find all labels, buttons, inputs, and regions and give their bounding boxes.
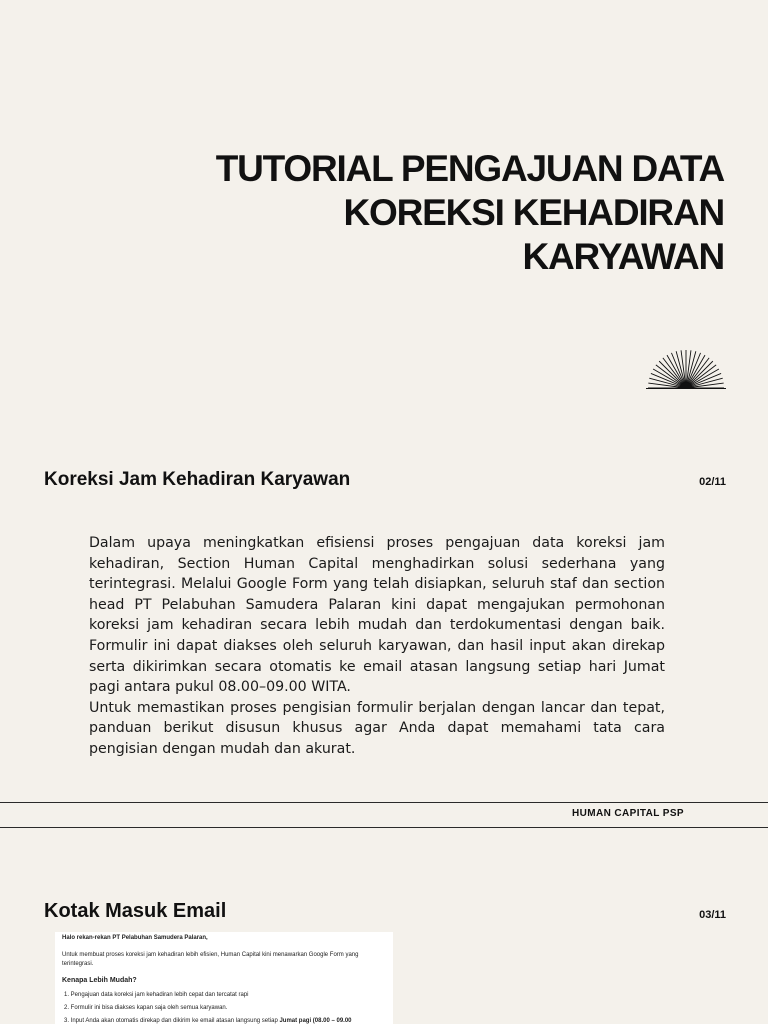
- divider-top: [0, 802, 768, 803]
- email-why-heading: Kenapa Lebih Mudah?: [62, 977, 137, 984]
- divider-bottom: [0, 827, 768, 828]
- sunburst-icon: [646, 346, 726, 390]
- page-number-2: 02/11: [699, 476, 726, 488]
- title-line-1: TUTORIAL PENGAJUAN DATA: [215, 148, 724, 189]
- email-list-item-text: 3. Input Anda akan otomatis direkap dan dikirim ke email atasan langsung setiap: [64, 1018, 280, 1024]
- email-list-item: 2. Formulir ini bisa diakses kapan saja oleh semua karyawan.: [64, 1005, 228, 1011]
- title-line-2: KOREKSI KEHADIRAN: [343, 192, 724, 233]
- body-paragraph-1: Dalam upaya meningkatkan efisiensi proses pengajuan data koreksi jam kehadiran, Section Human Capital menghadirkan solusi sederhana yang terintegrasi. Melalui Google Form yang telah disiapkan, seluruh staf dan section head PT Pelabuhan Samudera Palaran kini dapat mengajukan permohonan koreksi jam kehadiran secara lebih mudah dan terdokumentasi dengan baik. Formulir ini dapat diakses oleh seluruh karyawan, dan hasil input akan direkap serta dikirimkan secara otomatis ke email atasan langsung setiap hari Jumat pagi antara pukul 08.00–09.00 WITA.: [89, 535, 665, 696]
- body-paragraph-2: Untuk memastikan proses pengisian formulir berjalan dengan lancar dan tepat, panduan berikut disusun khusus agar Anda dapat memahami tata cara pengisian dengan mudah dan akurat.: [89, 699, 665, 757]
- footer-brand: HUMAN CAPITAL PSP: [572, 808, 684, 819]
- body-text: [89, 533, 665, 760]
- email-list-item: [64, 1018, 352, 1024]
- email-list-item: 1. Pengajuan data koreksi jam kehadiran lebih cepat dan tercatat rapi: [64, 992, 249, 998]
- title-line-3: KARYAWAN: [522, 236, 724, 277]
- section-heading-koreksi: Koreksi Jam Kehadiran Karyawan: [44, 469, 351, 490]
- email-list-item-bold: Jumat pagi (08.00 – 09.00: [279, 1018, 352, 1024]
- section-heading-email: Kotak Masuk Email: [44, 900, 227, 922]
- page-title: [124, 147, 724, 279]
- email-screenshot: [55, 932, 393, 1024]
- page-number-3: 03/11: [699, 909, 726, 921]
- email-intro: Untuk membuat proses koreksi jam kehadiran lebih efisien, Human Capital kini menawarkan Google Form yang terintegrasi.: [62, 952, 359, 967]
- email-greeting: Halo rekan-rekan PT Pelabuhan Samudera Palaran,: [62, 935, 208, 941]
